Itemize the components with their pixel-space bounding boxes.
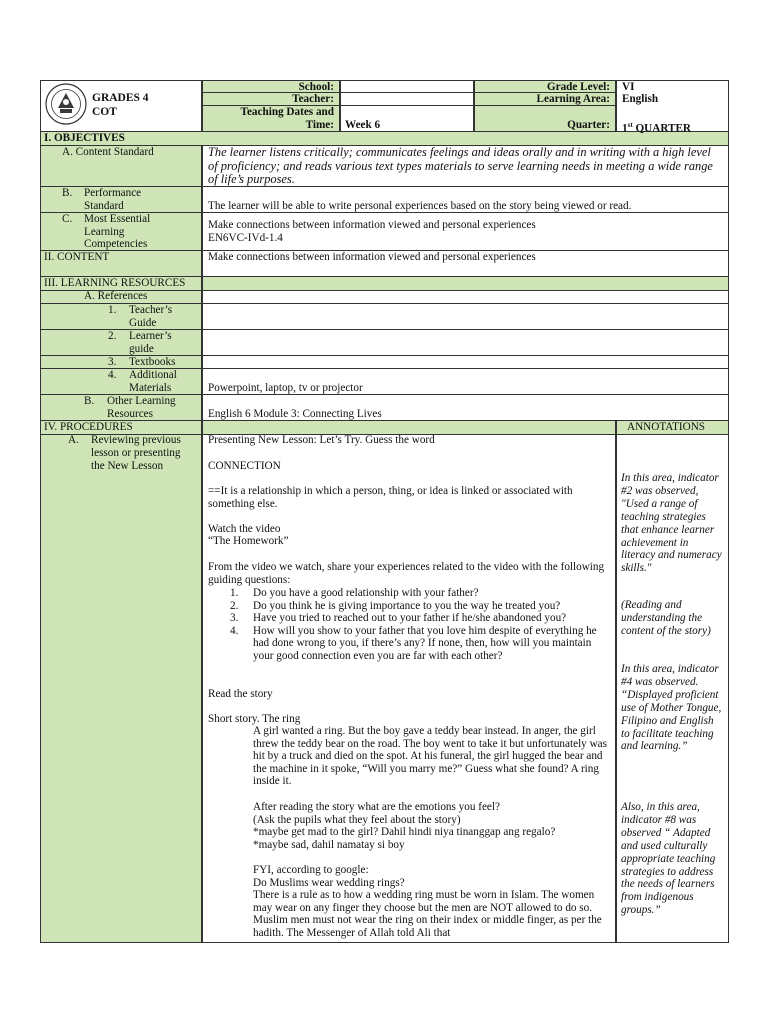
annotation-indicator-2: In this area, indicator #2 was observed, "Used a range of teaching strategies that enhance learner achievement in literacy and numeracy skills.": [621, 472, 722, 575]
performance-standard-label-2: Standard: [84, 200, 124, 212]
doc-title-line-2: COT: [92, 106, 117, 118]
question-text: How will you show to your father that you love him despite of everything he had done wrong to you, if there’s any? If none, then, how will you maintain your good connection even you are far with each other?: [253, 624, 597, 662]
learning-area-value: English: [622, 93, 659, 105]
dates-value: Week 6: [345, 119, 381, 131]
story-title: Short story. The ring: [208, 713, 301, 725]
guiding-question: [208, 625, 608, 663]
read-story-text: Read the story: [208, 688, 273, 700]
melc-text: Make connections between information viewed and personal experiences: [208, 219, 536, 231]
performance-standard-label-1: Performance: [84, 187, 142, 199]
learners-guide-label-2: guide: [129, 343, 154, 355]
teachers-guide-number: 1.: [108, 304, 117, 316]
performance-standard-text: The learner will be able to write personal experiences based on the story being viewed or read.: [208, 200, 632, 212]
guiding-question: [208, 612, 608, 625]
review-lesson-label-2: lesson or presenting: [91, 447, 181, 459]
content-text: Make connections between information viewed and personal experiences: [208, 251, 536, 263]
melc-label-2: Learning: [84, 226, 125, 238]
question-number: 1.: [230, 587, 239, 599]
resources-heading: III. LEARNING RESOURCES: [44, 277, 186, 289]
textbooks-number: 3.: [108, 356, 117, 368]
content-heading: II. CONTENT: [44, 251, 110, 263]
additional-materials-value: Powerpoint, laptop, tv or projector: [208, 382, 363, 394]
melc-label-3: Competencies: [84, 238, 148, 250]
teachers-guide-label-2: Guide: [129, 317, 157, 329]
question-text: Do you have a good relationship with your father?: [253, 587, 479, 599]
question-text: Have you tried to reached out to your father if he/she abandoned you?: [253, 612, 567, 625]
school-label: School:: [298, 81, 334, 93]
header-col-divider-2: [473, 80, 475, 132]
other-resources-value: English 6 Module 3: Connecting Lives: [208, 408, 382, 420]
quarter-text: QUARTER: [632, 122, 692, 135]
label-column-divider: [201, 145, 203, 943]
melc-label-1: Most Essential: [84, 213, 151, 225]
melc-code: EN6VC-IVd-1.4: [208, 232, 283, 244]
question-number: 4.: [230, 624, 239, 637]
content-standard-text: The learner listens critically; communicates feelings and ideas orally and in writing with a high level of proficiency; and reads various text types materials to serve learning needs in meeting a wide range of life’s purposes.: [208, 145, 713, 187]
review-lesson-label-3: the New Lesson: [91, 460, 164, 472]
guiding-question: [208, 587, 608, 600]
header-col-divider-1: [339, 80, 341, 132]
possible-answer-1: *maybe get mad to the girl? Dahil hindi niya tinanggap ang regalo?: [253, 826, 556, 838]
fyi-intro: FYI, according to google:: [253, 864, 369, 876]
connection-definition: ==It is a relationship in which a person, thing, or idea is linked or associated with something else.: [208, 485, 573, 510]
story-body: A girl wanted a ring. But the boy gave a teddy bear instead. In anger, the girl threw the teddy bear on the road. The boy went to take it but unfortunately was hit by a truck and died on the spot. At his funeral, the girl hugged the bear and the machine in it spoke, “Will you marry me?” Guess what she found? A ring inside it.: [253, 725, 607, 788]
fyi-answer: There is a rule as to how a wedding ring must be worn in Islam. The women may wear on any finger they choose but the men are NOT allowed to do so. Muslim men must not wear the ring on their index or middle finger, as per the hadith. The Messenger of Allah told Ali that: [253, 889, 602, 939]
doc-title-line-1: GRADES 4: [92, 92, 149, 104]
after-reading-instruction: (Ask the pupils what they feel about the story): [253, 814, 461, 826]
other-resources-letter: B.: [84, 395, 95, 407]
references-label: A. References: [84, 290, 148, 302]
grade-level-label: Grade Level:: [546, 81, 610, 93]
additional-materials-label-1: Additional: [129, 369, 177, 381]
content-standard-label: A. Content Standard: [62, 146, 154, 158]
procedures-heading: IV. PROCEDURES: [44, 421, 133, 433]
keyword-connection: CONNECTION: [208, 460, 281, 472]
annotation-indicator-8: Also, in this area, indicator #8 was observed “ Adapted and used culturally appropriate teaching strategies to address the needs of learners from indigenous groups.”: [621, 801, 716, 917]
possible-answer-2: *maybe sad, dahil namatay si boy: [253, 839, 405, 851]
quarter-suffix: st: [627, 121, 633, 129]
annotations-heading: ANNOTATIONS: [627, 421, 706, 433]
guiding-question: [208, 600, 608, 613]
review-lesson-letter: A.: [68, 434, 79, 446]
additional-materials-number: 4.: [108, 369, 117, 381]
annotations-column-divider: [615, 420, 617, 943]
deped-seal-logo: [45, 83, 87, 125]
watch-video-text: Watch the video: [208, 523, 281, 535]
question-number: 3.: [230, 612, 239, 625]
after-reading-question: After reading the story what are the emotions you feel?: [253, 801, 500, 813]
guiding-questions-list: [208, 587, 608, 663]
question-number: 2.: [230, 599, 239, 612]
teacher-label: Teacher:: [292, 93, 334, 105]
learners-guide-number: 2.: [108, 330, 117, 342]
other-resources-label-1: Other Learning: [107, 395, 176, 407]
learning-area-label: Learning Area:: [536, 93, 610, 105]
quarter-number: 1: [622, 122, 628, 135]
header-col-divider-3: [615, 80, 617, 132]
annotation-reading-note: (Reading and understanding the content of the story): [621, 599, 711, 637]
review-lesson-label-1: Reviewing previous: [91, 434, 181, 446]
performance-standard-letter: B.: [62, 187, 73, 199]
quarter-label: Quarter:: [567, 119, 610, 131]
quarter-value: [622, 119, 691, 135]
learners-guide-label-1: Learner’s: [129, 330, 172, 342]
dates-label-line-2: Time:: [305, 119, 334, 131]
presenting-new-lesson: Presenting New Lesson: Let’s Try. Guess the word: [208, 434, 435, 446]
share-experiences-text: From the video we watch, share your experiences related to the video with the following guiding questions:: [208, 561, 605, 586]
additional-materials-label-2: Materials: [129, 382, 172, 394]
melc-letter: C.: [62, 213, 73, 225]
textbooks-label: Textbooks: [129, 356, 176, 368]
procedures-heading-row: [40, 420, 729, 435]
objectives-heading: I. OBJECTIVES: [44, 132, 125, 144]
annotation-indicator-4: In this area, indicator #4 was observed. “Displayed proficient use of Mother Tongue, Filipino and English to facilitate teaching and learning.”: [621, 663, 722, 753]
question-text: Do you think he is giving importance to you the way he treated you?: [253, 599, 561, 612]
other-resources-label-2: Resources: [107, 408, 153, 420]
dates-label-line-1: Teaching Dates and: [240, 106, 334, 118]
fyi-question: Do Muslims wear wedding rings?: [253, 877, 405, 889]
video-title: “The Homework”: [208, 535, 289, 547]
teachers-guide-label-1: Teacher’s: [129, 304, 173, 316]
grade-level-value: VI: [622, 81, 635, 93]
